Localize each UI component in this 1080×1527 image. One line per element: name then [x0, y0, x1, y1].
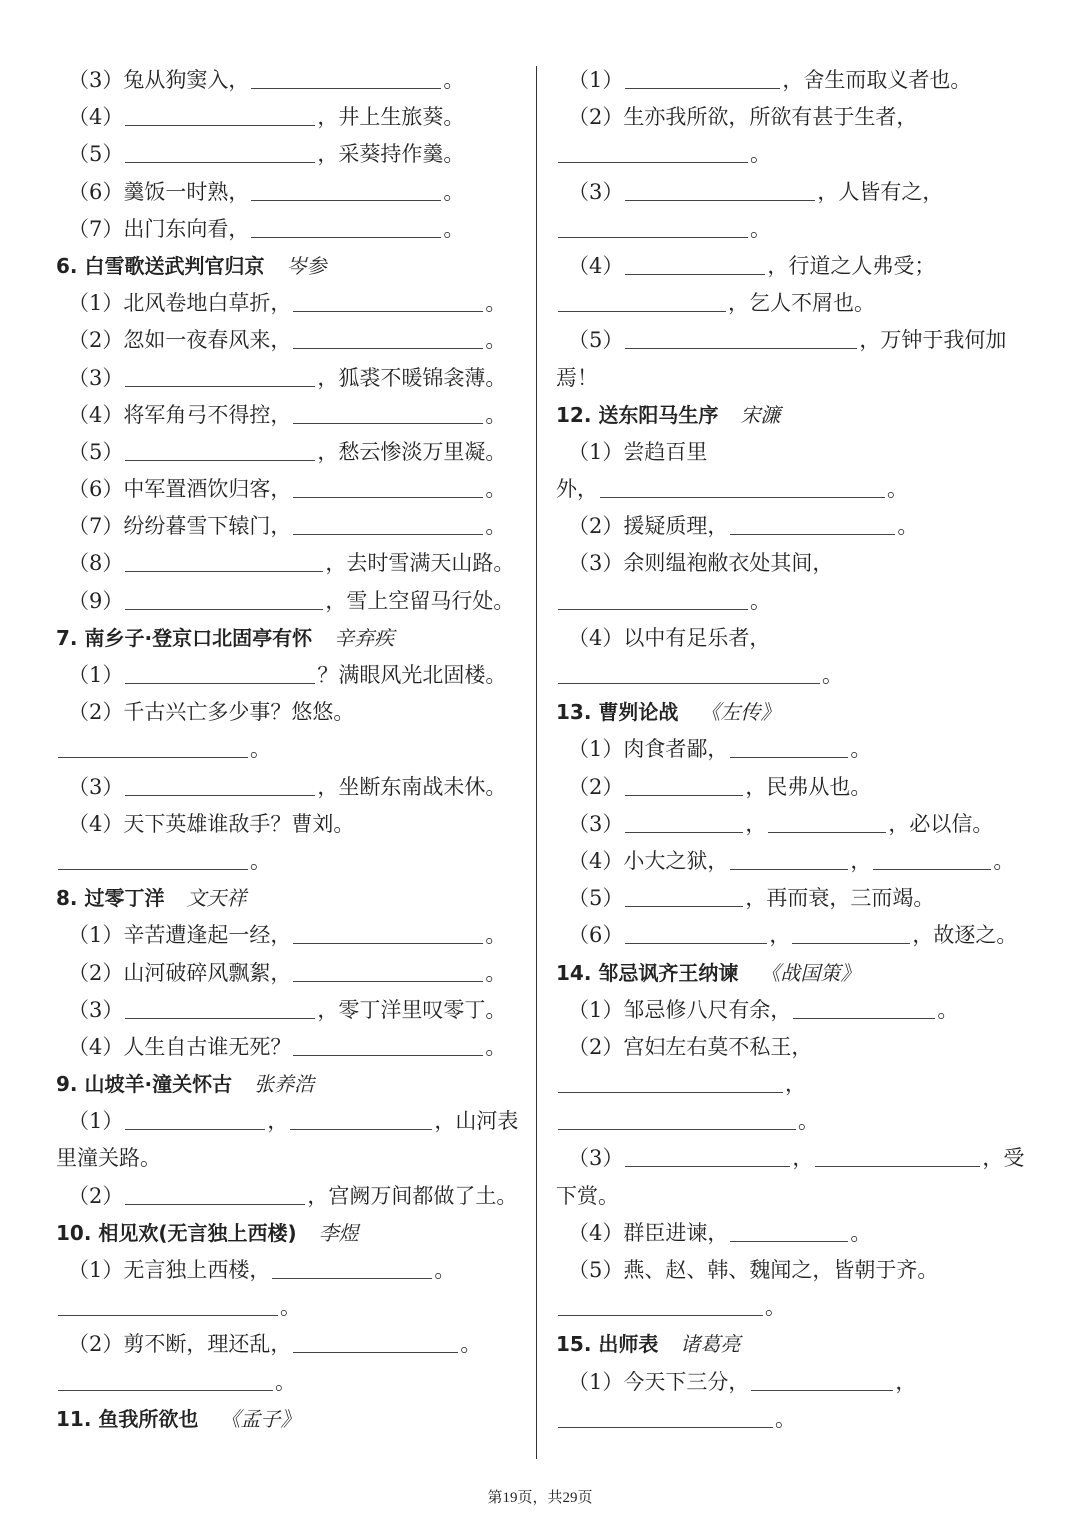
question-line: [556, 917, 1026, 954]
question-line: [556, 62, 1026, 99]
question-number: （1）: [568, 1369, 624, 1394]
continuation-line: [56, 1364, 524, 1401]
text-segment: 北风卷地白草折，: [123, 291, 292, 316]
question-line: [56, 211, 524, 248]
text-segment: 纷纷暮雪下辕门，: [123, 514, 292, 539]
question-number: （4）: [68, 402, 124, 427]
answer-blank: [251, 175, 441, 201]
text-segment: 。: [850, 1220, 872, 1245]
text-segment: ，狐裘不暖锦衾薄。: [317, 365, 507, 390]
answer-blank: [293, 286, 483, 312]
text-segment: 。: [937, 997, 959, 1022]
question-number: （3）: [568, 811, 624, 836]
section-title: 12. 送东阳马生序: [556, 402, 719, 427]
continuation-line: [556, 471, 1026, 508]
text-segment: 。: [434, 1258, 456, 1282]
answer-blank: [558, 584, 748, 610]
answer-blank: [768, 807, 886, 833]
answer-blank: [558, 1104, 796, 1130]
text-segment: ，乞人不屑也。: [728, 291, 875, 316]
question-number: （2）: [68, 700, 124, 725]
text-segment: ，民弗从也。: [745, 774, 872, 799]
question-line: [556, 843, 1026, 880]
text-segment: 下赏。: [556, 1183, 619, 1208]
text-segment: 里潼关路。: [56, 1146, 161, 1171]
text-segment: ，: [895, 1369, 917, 1394]
answer-blank: [625, 175, 815, 201]
question-number: （8）: [68, 551, 124, 576]
section-author: 《孟子》: [220, 1406, 301, 1431]
section-title: 7. 南乡子·登京口北固亭有怀: [56, 625, 313, 650]
text-segment: 今天下三分，: [623, 1369, 750, 1394]
question-number: （5）: [568, 886, 624, 911]
text-segment: 以中有足乐者，: [623, 625, 771, 650]
question-number: （4）: [568, 848, 624, 873]
text-segment: 宫妇左右莫不私王，: [623, 1034, 813, 1059]
question-number: （3）: [68, 365, 124, 390]
question-line: [56, 1326, 524, 1363]
text-segment: 。: [750, 588, 771, 613]
question-number: （5）: [68, 142, 124, 167]
question-number: （3）: [68, 68, 124, 92]
question-line: [56, 583, 524, 620]
question-line: [56, 657, 524, 694]
answer-blank: [251, 63, 441, 89]
text-segment: 。: [443, 68, 465, 92]
continuation-line: [556, 1178, 1026, 1215]
question-line: [556, 99, 1026, 136]
question-number: （4）: [568, 625, 624, 650]
section-author: 诸葛亮: [680, 1332, 741, 1357]
text-segment: 。: [822, 663, 843, 687]
text-segment: 。: [850, 737, 872, 762]
text-segment: 忽如一夜春风来，: [123, 328, 292, 353]
continuation-line: [556, 657, 1026, 694]
answer-blank: [558, 1067, 783, 1093]
question-line: [56, 508, 524, 545]
question-line: [556, 545, 1026, 582]
text-segment: ，采葵持作羹。: [317, 142, 465, 167]
question-line: [56, 1252, 524, 1289]
section-title: 13. 曹刿论战: [556, 700, 679, 725]
text-segment: ，人皆有之，: [817, 179, 944, 204]
text-segment: 生亦我所欲，所欲有甚于生者，: [623, 105, 918, 130]
answer-blank: [125, 770, 315, 796]
answer-blank: [125, 137, 315, 163]
text-segment: ，: [769, 923, 791, 948]
text-segment: 小大之狱，: [623, 848, 729, 873]
answer-blank: [125, 993, 315, 1019]
section-author: 《左传》: [700, 700, 781, 725]
question-line: [556, 880, 1026, 917]
text-segment: ，: [267, 1109, 289, 1134]
section-author: 张养浩: [254, 1072, 315, 1097]
question-number: （1）: [68, 291, 124, 316]
text-segment: 。: [485, 477, 507, 502]
text-segment: 。: [993, 848, 1015, 873]
section-heading: [556, 1326, 1026, 1363]
answer-blank: [558, 658, 820, 684]
text-segment: 援疑质理，: [623, 514, 729, 539]
question-number: （2）: [68, 328, 124, 353]
question-line: [56, 136, 524, 173]
answer-blank: [290, 1104, 432, 1130]
question-line: [56, 955, 524, 992]
text-segment: 。: [443, 179, 465, 204]
question-number: （5）: [568, 328, 624, 353]
question-number: （1）: [568, 439, 624, 464]
text-segment: ，山河表: [434, 1109, 519, 1134]
section-author: 宋濂: [740, 402, 781, 427]
text-segment: ？满眼风光北固楼。: [317, 663, 507, 687]
question-line: [56, 806, 524, 843]
answer-blank: [600, 472, 885, 498]
text-segment: 。: [443, 216, 465, 241]
answer-blank: [125, 361, 315, 387]
question-number: （4）: [68, 105, 124, 130]
text-segment: ，: [850, 848, 872, 873]
text-segment: 焉！: [556, 365, 598, 390]
question-line: [556, 992, 1026, 1029]
text-segment: ，: [792, 1146, 814, 1171]
answer-blank: [730, 732, 848, 758]
text-segment: ，宫阙万间都做了土。: [307, 1183, 518, 1208]
answer-blank: [58, 844, 248, 870]
continuation-line: [556, 1066, 1026, 1103]
question-number: （4）: [68, 1034, 124, 1059]
section-author: 岑参: [286, 253, 327, 278]
text-segment: 。: [275, 1369, 296, 1394]
answer-blank: [293, 323, 483, 349]
question-line: [56, 174, 524, 211]
question-number: （3）: [68, 997, 124, 1022]
answer-blank: [751, 1365, 893, 1391]
continuation-line: [556, 211, 1026, 248]
answer-blank: [58, 1365, 273, 1391]
section-heading: [56, 880, 524, 917]
text-segment: ，行道之人弗受；: [767, 253, 936, 278]
answer-blank: [625, 918, 767, 944]
question-number: （6）: [568, 923, 624, 948]
question-line: [56, 397, 524, 434]
text-segment: ，必以信。: [888, 811, 994, 836]
text-segment: 。: [798, 1109, 819, 1134]
answer-blank: [58, 1290, 278, 1316]
question-number: （1）: [568, 997, 624, 1022]
question-number: （2）: [568, 1034, 624, 1059]
text-segment: ，受: [982, 1146, 1025, 1171]
continuation-line: [56, 731, 524, 768]
question-number: （2）: [568, 774, 624, 799]
question-line: [56, 1178, 524, 1215]
section-heading: [56, 1215, 524, 1252]
text-segment: 外，: [556, 477, 598, 502]
text-segment: ，井上生旅葵。: [317, 105, 465, 130]
question-number: （1）: [68, 1109, 124, 1134]
text-segment: ，雪上空留马行处。: [325, 588, 515, 613]
question-number: （3）: [568, 1146, 624, 1171]
text-segment: 。: [280, 1295, 301, 1320]
question-line: [56, 285, 524, 322]
continuation-line: [56, 843, 524, 880]
text-segment: ，去时雪满天山路。: [325, 551, 515, 576]
section-heading: [56, 620, 524, 657]
answer-blank: [793, 993, 935, 1019]
text-segment: 邹忌修八尺有余，: [623, 997, 792, 1022]
continuation-line: [556, 360, 1026, 397]
text-segment: 千古兴亡多少事？悠悠。: [123, 700, 355, 725]
text-segment: 燕、赵、韩、魏闻之，皆朝于齐。: [623, 1258, 939, 1282]
answer-blank: [125, 1104, 265, 1130]
question-number: （1）: [68, 923, 124, 948]
text-segment: 。: [460, 1332, 482, 1357]
question-line: [56, 545, 524, 582]
text-segment: 群臣进谏，: [623, 1220, 729, 1245]
text-segment: 尝趋百里: [623, 439, 708, 464]
text-segment: 剪不断，理还乱，: [123, 1332, 292, 1357]
answer-blank: [558, 137, 748, 163]
question-line: [556, 434, 1026, 471]
text-segment: 山河破碎风飘絮，: [123, 960, 292, 985]
section-author: 辛弃疾: [334, 625, 395, 650]
question-number: （1）: [568, 737, 624, 762]
text-segment: ，万钟于我何加: [859, 328, 1007, 353]
text-segment: ，零丁洋里叹零丁。: [317, 997, 507, 1022]
section-title: 8. 过零丁洋: [56, 886, 165, 911]
question-number: （5）: [68, 439, 124, 464]
text-segment: 肉食者鄙，: [623, 737, 729, 762]
text-segment: 辛苦遭逢起一经，: [123, 923, 292, 948]
section-title: 11. 鱼我所欲也: [56, 1406, 199, 1431]
section-heading: [556, 694, 1026, 731]
answer-blank: [815, 1141, 980, 1167]
answer-blank: [293, 398, 483, 424]
answer-blank: [730, 1216, 848, 1242]
continuation-line: [556, 1103, 1026, 1140]
text-segment: 。: [485, 291, 507, 316]
column-divider: [536, 66, 537, 1459]
text-segment: 。: [485, 514, 507, 539]
question-line: [556, 769, 1026, 806]
text-segment: 。: [485, 402, 507, 427]
question-number: （4）: [568, 253, 624, 278]
question-number: （7）: [68, 216, 124, 241]
answer-blank: [251, 212, 441, 238]
page-footer: 第19页，共29页: [487, 1490, 593, 1506]
question-line: [56, 62, 524, 99]
answer-blank: [558, 212, 748, 238]
question-line: [56, 992, 524, 1029]
section-heading: [556, 955, 1026, 992]
text-segment: 。: [485, 1034, 507, 1059]
question-number: （3）: [568, 179, 624, 204]
text-segment: ，坐断东南战未休。: [317, 774, 507, 799]
answer-blank: [125, 435, 315, 461]
question-line: [56, 917, 524, 954]
answer-blank: [625, 881, 743, 907]
answer-blank: [625, 807, 743, 833]
question-line: [56, 471, 524, 508]
answer-blank: [625, 249, 765, 275]
answer-blank: [272, 1253, 432, 1279]
answer-blank: [730, 844, 848, 870]
question-line: [56, 1029, 524, 1066]
question-line: [556, 806, 1026, 843]
question-line: [556, 1364, 1026, 1401]
answer-blank: [558, 1290, 763, 1316]
text-segment: 羹饭一时熟，: [123, 179, 250, 204]
question-number: （2）: [68, 1332, 124, 1357]
text-segment: 人生自古谁无死？: [123, 1034, 292, 1059]
question-line: [56, 360, 524, 397]
text-segment: 。: [250, 737, 271, 762]
text-segment: 。: [775, 1406, 796, 1431]
text-segment: 。: [250, 848, 271, 873]
continuation-line: [56, 1140, 524, 1177]
answer-blank: [730, 509, 895, 535]
text-segment: 中军置酒饮归客，: [123, 477, 292, 502]
text-segment: 。: [897, 514, 919, 539]
text-segment: 将军角弓不得控，: [123, 402, 292, 427]
question-number: （6）: [68, 179, 124, 204]
answer-blank: [558, 286, 726, 312]
text-segment: 出门东向看，: [123, 216, 250, 241]
text-segment: ，愁云惨淡万里凝。: [317, 439, 507, 464]
question-number: （3）: [568, 551, 624, 576]
question-number: （1）: [68, 1258, 124, 1282]
question-line: [556, 620, 1026, 657]
continuation-line: [556, 583, 1026, 620]
question-number: （1）: [68, 663, 124, 687]
question-number: （2）: [68, 1183, 124, 1208]
question-number: （3）: [68, 774, 124, 799]
question-number: （6）: [68, 477, 124, 502]
text-segment: ，再而衰，三而竭。: [745, 886, 935, 911]
section-author: 《战国策》: [760, 960, 861, 985]
question-line: [556, 1029, 1026, 1066]
text-segment: ，: [785, 1072, 806, 1097]
question-line: [56, 1103, 524, 1140]
section-title: 14. 邹忌讽齐王纳谏: [556, 960, 739, 985]
section-heading: [56, 248, 524, 285]
section-author: 李煜: [318, 1220, 359, 1245]
section-author: 文天祥: [186, 886, 247, 911]
question-line: [556, 1215, 1026, 1252]
question-line: [556, 322, 1026, 359]
section-title: 10. 相见欢(无言独上西楼): [56, 1220, 297, 1245]
question-line: [556, 174, 1026, 211]
answer-blank: [58, 732, 248, 758]
text-segment: 兔从狗窦入，: [123, 68, 250, 92]
question-line: [556, 1252, 1026, 1289]
answer-blank: [125, 100, 315, 126]
question-number: （7）: [68, 514, 124, 539]
answer-blank: [293, 472, 483, 498]
text-segment: 无言独上西楼，: [123, 1258, 271, 1282]
text-segment: 。: [485, 960, 507, 985]
text-segment: 。: [765, 1295, 786, 1320]
answer-blank: [625, 323, 857, 349]
question-line: [56, 434, 524, 471]
answer-blank: [293, 1327, 458, 1353]
answer-blank: [625, 63, 780, 89]
answer-blank: [125, 546, 323, 572]
text-segment: ，舍生而取义者也。: [782, 68, 972, 92]
section-heading: [556, 397, 1026, 434]
answer-blank: [558, 1402, 773, 1428]
question-line: [556, 731, 1026, 768]
question-number: （5）: [568, 1258, 624, 1282]
continuation-line: [556, 285, 1026, 322]
section-title: 9. 山坡羊·潼关怀古: [56, 1072, 233, 1097]
question-line: [56, 322, 524, 359]
text-segment: 天下英雄谁敌手？曹刘。: [123, 811, 355, 836]
answer-blank: [792, 918, 910, 944]
text-segment: 。: [750, 216, 771, 241]
question-line: [56, 99, 524, 136]
text-segment: ，: [745, 811, 767, 836]
question-line: [56, 694, 524, 731]
continuation-line: [56, 1289, 524, 1326]
answer-blank: [293, 509, 483, 535]
right-column: [556, 62, 1026, 1438]
text-segment: 。: [750, 142, 771, 167]
text-segment: 余则缊袍敝衣处其间，: [623, 551, 834, 576]
answer-blank: [125, 658, 315, 684]
question-number: （1）: [568, 68, 624, 92]
section-title: 6. 白雪歌送武判官归京: [56, 253, 265, 278]
left-column: [56, 62, 524, 1438]
text-segment: 。: [887, 477, 908, 502]
section-heading: [56, 1066, 524, 1103]
text-segment: 。: [485, 923, 507, 948]
answer-blank: [293, 956, 483, 982]
question-line: [56, 769, 524, 806]
question-line: [556, 1140, 1026, 1177]
answer-blank: [125, 1179, 305, 1205]
answer-blank: [293, 1030, 483, 1056]
question-line: [556, 508, 1026, 545]
answer-blank: [125, 584, 323, 610]
question-number: （2）: [568, 514, 624, 539]
text-segment: 。: [485, 328, 507, 353]
question-number: （9）: [68, 588, 124, 613]
continuation-line: [556, 136, 1026, 173]
question-number: （2）: [68, 960, 124, 985]
question-number: （4）: [568, 1220, 624, 1245]
answer-blank: [625, 770, 743, 796]
text-segment: ，故逐之。: [912, 923, 1018, 948]
answer-blank: [873, 844, 991, 870]
continuation-line: [556, 1289, 1026, 1326]
question-line: [556, 248, 1026, 285]
answer-blank: [625, 1141, 790, 1167]
continuation-line: [556, 1401, 1026, 1438]
question-number: （2）: [568, 105, 624, 130]
answer-blank: [293, 918, 483, 944]
section-heading: [56, 1401, 524, 1438]
section-title: 15. 出师表: [556, 1332, 659, 1357]
question-number: （4）: [68, 811, 124, 836]
